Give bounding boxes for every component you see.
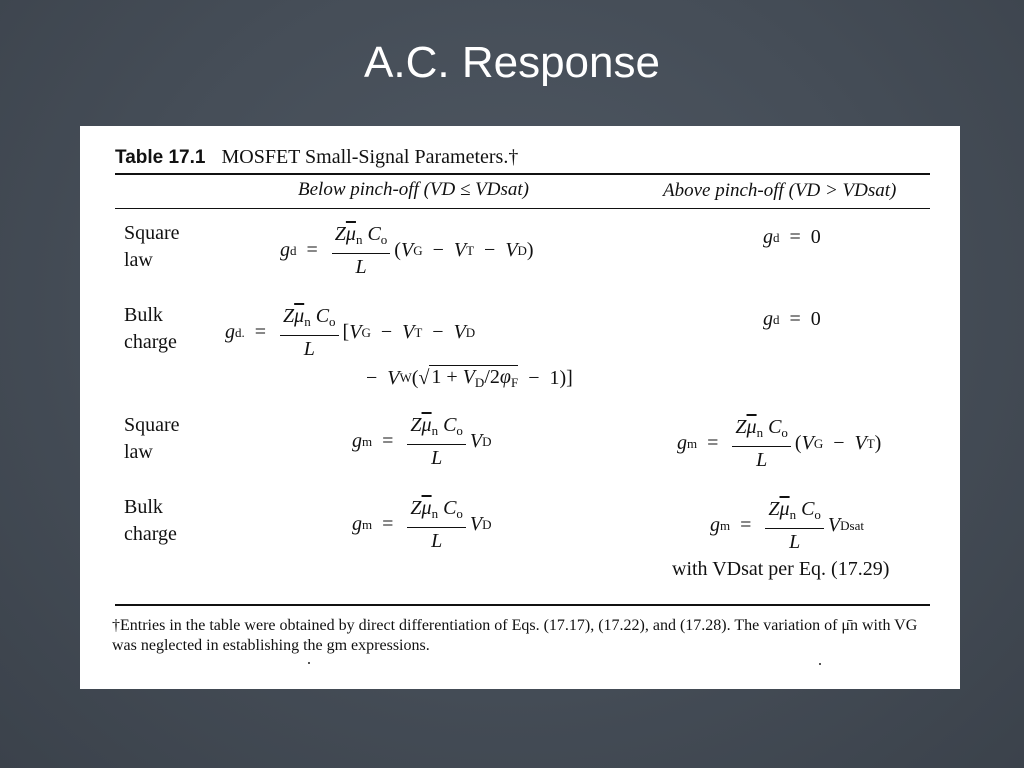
equation-gm-square-law-above: g m = $\frac{Z\overline{\mu}_n C_o}{L}$ ( V G − V T ) (677, 416, 882, 471)
row-label-bulk-charge-gd: Bulk charge (124, 304, 177, 353)
table-caption-text: MOSFET Small-Signal Parameters.† (221, 146, 519, 168)
speck-dot (819, 663, 821, 665)
equation-gm-bulk-charge-above: g m = $\frac{Z\overline{\mu}_n C_o}{L}$ V Dsat (710, 498, 864, 553)
column-header-above: Above pinch-off (VD > VDsat) (663, 180, 897, 201)
equation-gd-bulk-charge-above: g d = 0 (763, 308, 821, 330)
equation-gd-bulk-charge-below-line2: − V W (√ $1 + V_D/2\varphi_F$ − 1)] (366, 366, 573, 390)
note-vdsat: with VDsat per Eq. (17.29) (672, 558, 890, 580)
header-rule (115, 208, 930, 209)
row-label-bulk-charge-gm: Bulk charge (124, 496, 177, 545)
equation-gd-bulk-charge-below: g d. = $\frac{Z\overline{\mu}_n C_o}{L}$ [ V G − V T − V D (225, 305, 476, 360)
equation-gd-square-law-above: g d = 0 (763, 226, 821, 248)
column-header-below: Below pinch-off (VD ≤ VDsat) (298, 179, 529, 200)
row-label-square-law-gm: Square law (124, 414, 180, 463)
table-image (80, 126, 960, 689)
equation-gm-square-law-below: g m = $\frac{Z\overline{\mu}_n C_o}{L}$ V D (352, 414, 492, 469)
table-footnote: †Entries in the table were obtained by direct differentiation of Eqs. (17.17), (17.22), and (17.28). The variation of μ̄n with VG was neglected in establishing the gm expressions. (112, 617, 918, 654)
top-rule (115, 173, 930, 175)
slide-title: A.C. Response (364, 38, 660, 87)
table-caption (115, 146, 518, 169)
equation-gd-square-law-below: g d = $\frac{Z\overline{\mu}_n C_o}{L}$ ( V G − V T − V D ) (280, 223, 534, 278)
equation-gm-bulk-charge-below: g m = $\frac{Z\overline{\mu}_n C_o}{L}$ V D (352, 497, 492, 552)
row-label-square-law-gd: Square law (124, 222, 180, 271)
table-number: Table 17.1 (115, 147, 206, 168)
speck-dot (308, 662, 310, 664)
bottom-rule (115, 604, 930, 606)
